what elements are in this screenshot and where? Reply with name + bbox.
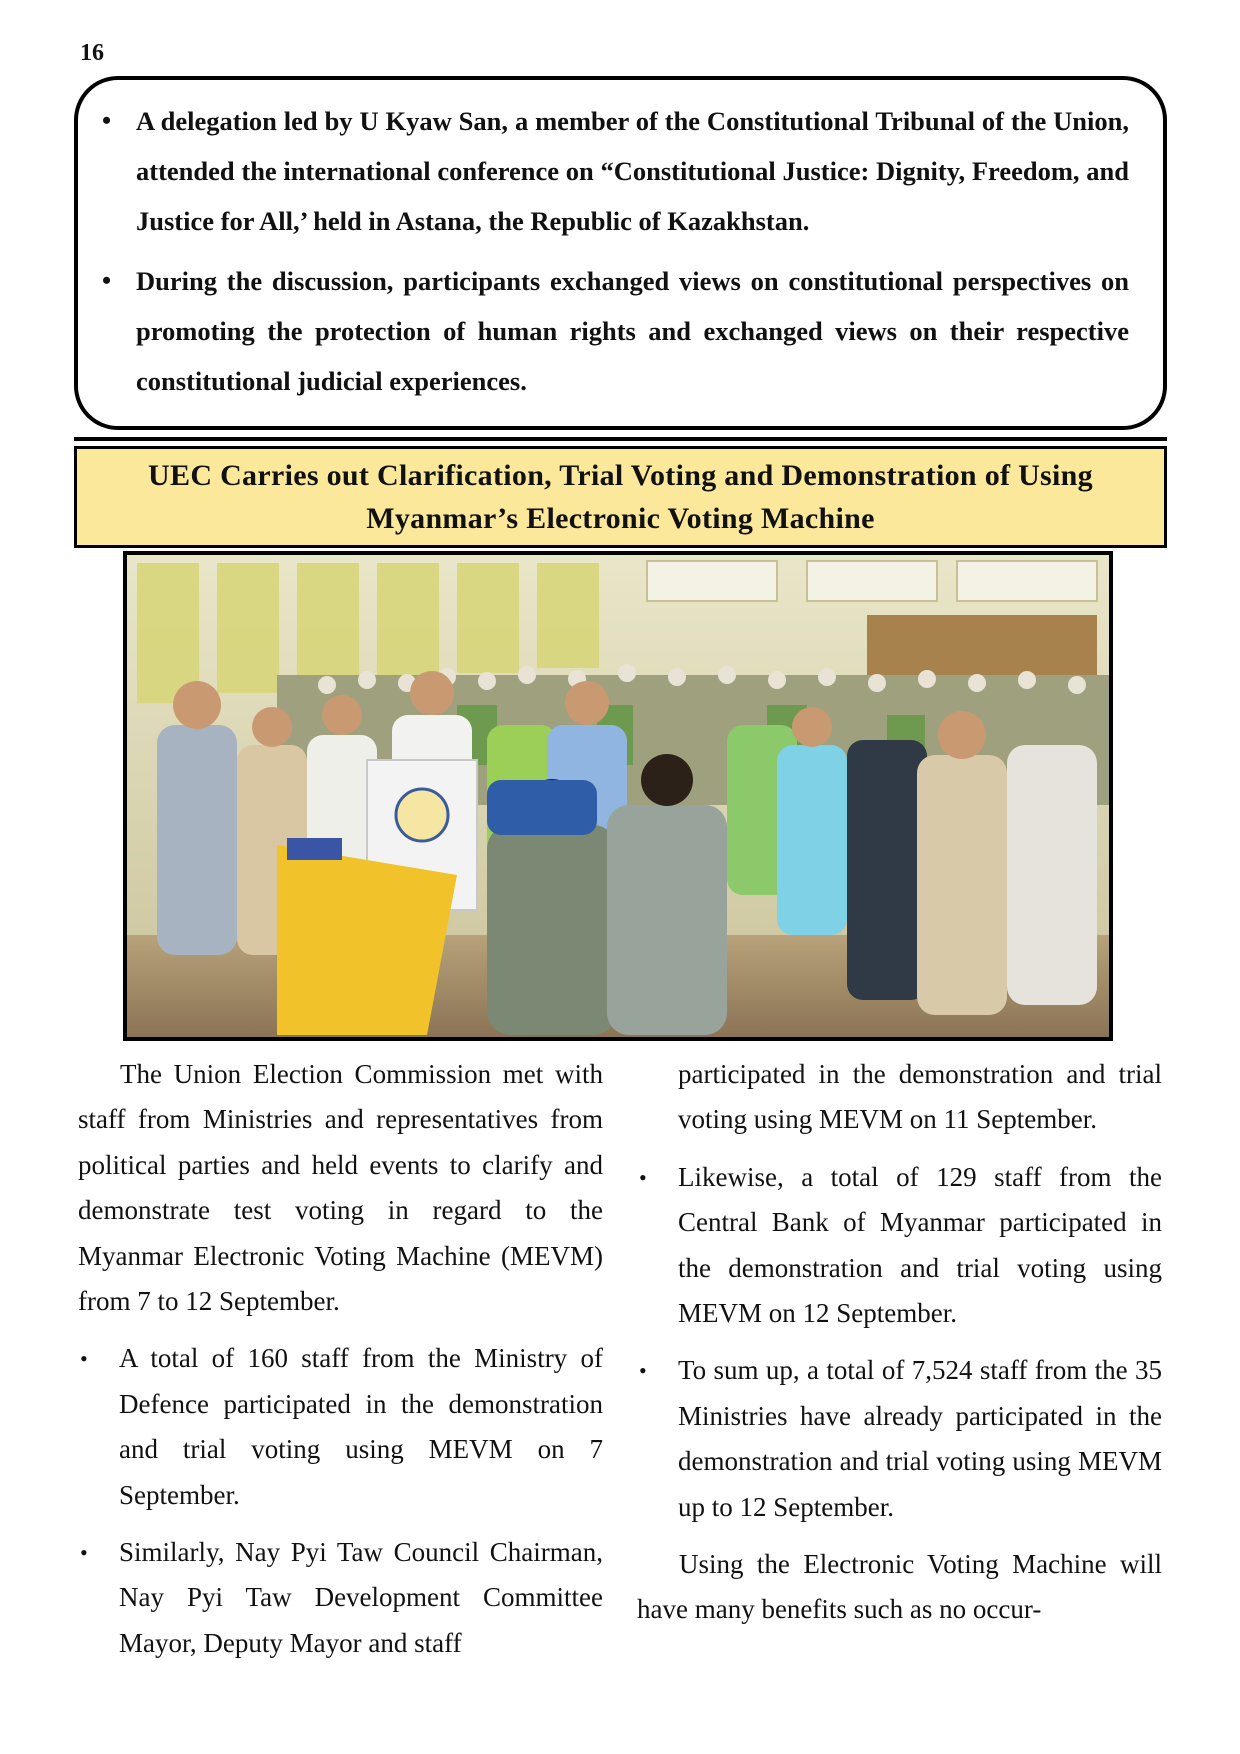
photo-illustration	[127, 555, 1109, 1037]
article-bullet: • A total of 160 staff from the Ministry of Defence participated in the demonstration and trial voting using MEVM on 7 September.	[78, 1336, 603, 1518]
summary-list	[98, 96, 1129, 406]
headline-line-1: UEC Carries out Clarification, Trial Voting and Demonstration of Using	[148, 459, 1093, 492]
article-intro: The Union Election Commission met with staff from Ministries and representatives from political parties and held events to clarify and demonstrate test voting in regard to the Myanmar Electronic Voting Machine (MEVM) from 7 to 12 September.	[78, 1059, 603, 1317]
article-column-left	[78, 1052, 603, 1666]
summary-bullet: • During the discussion, participants exchanged views on constitutional perspectives on promoting the protection of human rights and exchanged views on their respective constitutional judicial experiences.	[98, 256, 1129, 406]
article-bullet: • To sum up, a total of 7,524 staff from the 35 Ministries have already participated in the demonstration and trial voting using MEVM up to 12 September.	[637, 1348, 1162, 1530]
upper-windows	[647, 561, 1097, 601]
article-closing: Using the Electronic Voting Machine will have many benefits such as no occur-	[637, 1549, 1162, 1625]
article-headline-box	[74, 446, 1167, 548]
headline-line-2: Myanmar’s Electronic Voting Machine	[366, 502, 875, 535]
summary-box	[74, 76, 1167, 430]
page-number: 16	[80, 40, 104, 66]
article-photo	[123, 551, 1113, 1041]
summary-bullet: • A delegation led by U Kyaw San, a member of the Constitutional Tribunal of the Union, attended the international conference on “Constitutional Justice: Dignity, Freedom, and Justice for All,’ held in Astana, the Republic of Kazakhstan.	[98, 96, 1129, 246]
wood-panel	[867, 615, 1097, 685]
article-headline	[148, 454, 1093, 540]
section-divider	[74, 437, 1167, 441]
article-bullet-continued: participated in the demonstration and trial voting using MEVM on 11 September.	[678, 1059, 1162, 1135]
article-bullets-left	[78, 1336, 603, 1666]
article-column-right	[637, 1052, 1162, 1633]
article-bullet: • Similarly, Nay Pyi Taw Council Chairman, Nay Pyi Taw Development Committee Mayor, Deputy Mayor and staff	[78, 1530, 603, 1666]
article-bullets-right	[637, 1155, 1162, 1530]
article-bullet: • Likewise, a total of 129 staff from the Central Bank of Myanmar participated in the demonstration and trial voting using MEVM on 12 September.	[637, 1155, 1162, 1337]
